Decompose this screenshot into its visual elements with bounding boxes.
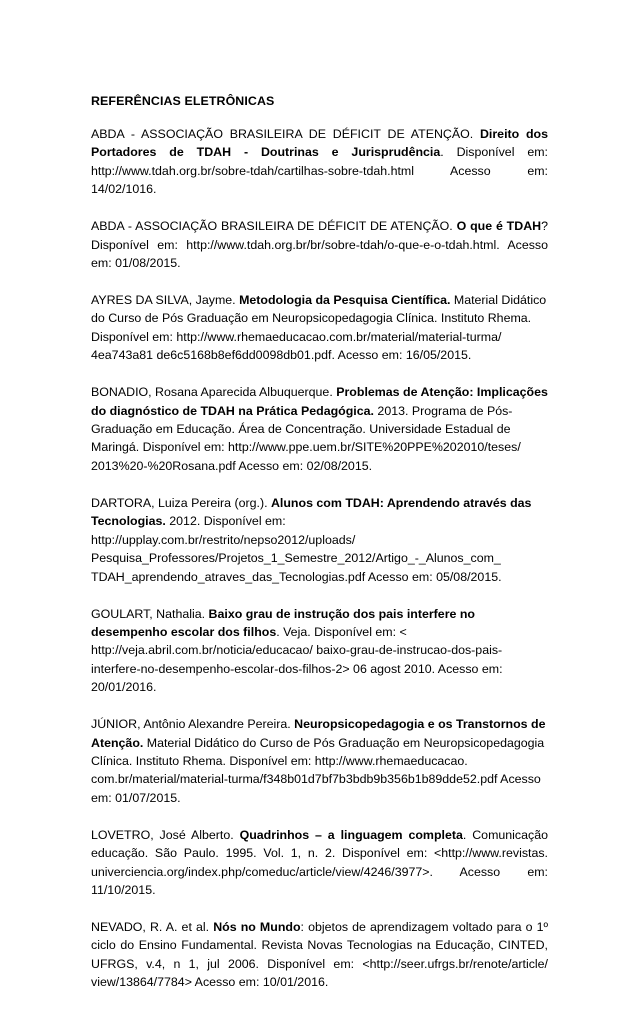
reference-item bbox=[91, 125, 548, 199]
reference-title: Nós no Mundo bbox=[213, 919, 301, 934]
reference-author: ABDA - ASSOCIAÇÃO BRASILEIRA DE DÉFICIT DE ATENÇÃO. bbox=[91, 219, 457, 234]
reference-author: JÚNIOR, Antônio Alexandre Pereira. bbox=[91, 717, 295, 732]
reference-details: 2012. Disponível em: http://upplay.com.br/restrito/nepso2012/uploads/ Pesquisa_Professores/Projetos_1_Semestre_2012/Artigo_-_Alunos_com_ TDAH_aprendendo_atraves_das_Tecnologias.pdf Acesso em: 05/08/2015. bbox=[91, 514, 502, 584]
reference-details-line: Disponível em: http://www.rhemaeducacao.com.br/material/material-turma/ bbox=[91, 329, 502, 344]
reference-title: Problemas de Atenção: Implicações do diagnóstico de TDAH na Prática Pedagógica. bbox=[91, 385, 548, 418]
reference-details: Material Didático do Curso de Pós Graduação em Neuropsicopedagogia Clínica. Instituto Rhema. Disponível em: http://www.rhemaeducacao. com.br/material/material-turma/f348b01d7bf7b3bdb9b356b1b89dde52.pdf Acesso em: 01/07/2015. bbox=[91, 735, 545, 805]
reference-author: BONADIO, Rosana Aparecida Albuquerque. bbox=[91, 385, 337, 400]
reference-title: Direito dos Portadores de TDAH - Doutrinas e Jurisprudência bbox=[91, 127, 549, 160]
reference-title: Baixo grau de instrução dos pais interfere no desempenho escolar dos filhos bbox=[91, 606, 475, 639]
reference-author: DARTORA, Luiza Pereira (org.). bbox=[91, 495, 271, 510]
reference-author: ABDA - ASSOCIAÇÃO BRASILEIRA DE DÉFICIT DE ATENÇÃO. bbox=[91, 127, 480, 141]
reference-author: AYRES DA SILVA, Jayme. bbox=[91, 293, 240, 308]
reference-details: . Comunicação educação. São Paulo. 1995. Vol. 1, n. 2. Disponível em: <http://www.revistas. univerciencia.org/index.php/comeduc/article/view/4246/3977>. Acesso em: 11/10/2015. bbox=[91, 827, 548, 897]
reference-author: LOVETRO, José Alberto. bbox=[91, 827, 240, 842]
reference-details-line: 4ea743a81 de6c5168b8ef6dd0098db01.pdf. Acesso em: 16/05/2015. bbox=[91, 348, 472, 363]
reference-author: GOULART, Nathalia. bbox=[91, 606, 209, 621]
reference-details: Material Didático bbox=[450, 293, 547, 308]
reference-item bbox=[91, 217, 548, 272]
reference-author: NEVADO, R. A. et al. bbox=[91, 919, 214, 934]
reference-title: Metodologia da Pesquisa Científica. bbox=[239, 293, 451, 308]
reference-title: Alunos com TDAH: Aprendendo através das Tecnologias. bbox=[91, 495, 532, 529]
section-heading: REFERÊNCIAS ELETRÔNICAS bbox=[91, 94, 275, 108]
reference-item bbox=[91, 291, 548, 365]
reference-item bbox=[91, 605, 548, 697]
reference-title: Quadrinhos – a linguagem completa bbox=[239, 827, 463, 842]
reference-list bbox=[91, 125, 548, 1010]
reference-item bbox=[91, 383, 548, 475]
reference-details: : objetos de aprendizagem voltado para o 1º ciclo do Ensino Fundamental. Revista Novas Tecnologias na Educação, CINTED, UFRGS, v.4, n 1, jul 2006. Disponível em: <http://seer.ufrgs.br/renote/article/ view/13864/7784> Acesso em: 10/01/2016. bbox=[91, 919, 548, 990]
reference-details: . Disponível em: http://www.tdah.org.br/sobre-tdah/cartilhas-sobre-tdah.html Acesso em: 14/02/1016. bbox=[91, 145, 548, 197]
reference-item bbox=[91, 918, 548, 992]
reference-item bbox=[91, 715, 548, 807]
reference-details: ? Disponível em: http://www.tdah.org.br/br/sobre-tdah/o-que-e-o-tdah.html. Acesso em: 01/08/2015. bbox=[91, 219, 548, 271]
reference-item bbox=[91, 826, 548, 900]
reference-details: . Veja. Disponível em: < http://veja.abril.com.br/noticia/educacao/ baixo-grau-de-instrucao-dos-pais-interfere-no-desempenho-escolar-dos-filhos-2> 06 agost 2010. Acesso em: 20/01/2016. bbox=[91, 624, 503, 695]
reference-details: 2013. Programa de Pós-Graduação em Educação. Área de Concentração. Universidade Estadual de Maringá. Disponível em: http://www.ppe.uem.br/SITE%20PPE%202010/teses/ 2013%20-%20Rosana.pdf Acesso em: 02/08/2015. bbox=[91, 403, 521, 473]
reference-item bbox=[91, 494, 548, 586]
reference-title: Neuropsicopedagogia e os Transtornos de Atenção. bbox=[91, 717, 546, 750]
reference-details-line: do Curso de Pós Graduação em Neuropsicopedagogia Clínica. Instituto Rhema. bbox=[91, 311, 532, 326]
reference-title: O que é TDAH bbox=[456, 219, 542, 234]
